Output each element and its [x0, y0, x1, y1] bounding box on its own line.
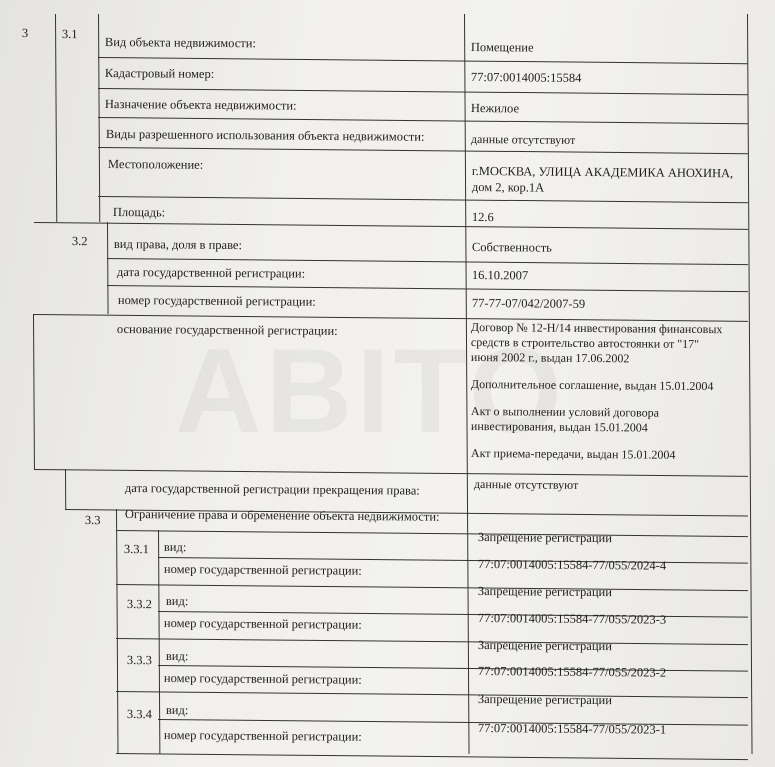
row-line: [98, 147, 748, 154]
row-line: [116, 638, 748, 645]
basis-line: инвестирования, выдан 15.01.2004: [470, 419, 648, 435]
restriction-kind-label: вид:: [165, 594, 189, 609]
row-line: [34, 469, 748, 477]
restriction-number-value: 77:07:0014005:15584-77/055/2023-1: [477, 721, 667, 737]
cadastral-value: 77:07:0014005:15584: [470, 70, 582, 85]
restriction-number-label: номер государственной регистрации:: [163, 728, 362, 744]
reg-date-value: 16.10.2007: [471, 268, 529, 283]
basis-line: Дополнительное соглашение, выдан 15.01.2004: [470, 377, 714, 394]
col-line: [55, 14, 57, 222]
restriction-number-value: 77:07:0014005:15584-77/055/2023-3: [477, 611, 667, 627]
col-line: [158, 530, 160, 754]
cadastral-label: Кадастровый номер:: [104, 66, 215, 81]
subsection-number: 3.1: [61, 27, 78, 42]
row-line: [98, 117, 748, 124]
row-line: [34, 222, 748, 230]
location-value-line1: г.МОСКВА, УЛИЦА АКАДЕМИКА АНОХИНА,: [471, 164, 734, 181]
restriction-number-label: номер государственной регистрации:: [163, 616, 362, 632]
basis-line: Акт приема-передачи, выдан 15.01.2004: [470, 446, 676, 462]
col-line: [116, 509, 118, 754]
basis-line: средств в строительство автостоянки от "17": [470, 335, 700, 351]
row-line: [116, 753, 748, 760]
subsection-number: 3.3.3: [126, 653, 152, 668]
restriction-number-value: 77:07:0014005:15584-77/055/2023-2: [477, 664, 667, 680]
section-number: 3: [21, 26, 29, 41]
restriction-kind-label: вид:: [163, 540, 187, 555]
object-type-label: Вид объекта недвижимости:: [104, 35, 257, 51]
row-line: [98, 196, 748, 203]
col-line: [65, 469, 66, 509]
reg-number-label: номер государственной регистрации:: [117, 293, 316, 309]
right-kind-label: вид права, доля в праве:: [113, 237, 243, 253]
termination-value: данные отсутствуют: [473, 477, 579, 492]
permitted-use-value: данные отсутствуют: [470, 132, 576, 147]
subsection-number: 3.3: [84, 513, 101, 528]
location-label: Местоположение:: [107, 157, 204, 172]
subsection-number: 3.3.1: [123, 542, 149, 557]
restriction-kind-value: Запрещение регистрации: [477, 692, 613, 708]
row-line: [107, 285, 748, 292]
row-line: [116, 584, 748, 591]
purpose-label: Назначение объекта недвижимости:: [104, 97, 297, 113]
permitted-use-label: Виды разрешенного использования объекта недвижимости:: [105, 127, 425, 144]
row-line: [116, 530, 748, 537]
row-line: [116, 691, 748, 698]
restrictions-title: Ограничение права и обременение объекта недвижимости:: [124, 507, 440, 524]
row-line: [98, 57, 748, 64]
reg-date-label: дата государственной регистрации:: [116, 265, 306, 281]
restriction-number-label: номер государственной регистрации:: [163, 671, 362, 687]
basis-line: июня 2002 г., выдан 17.06.2002: [470, 350, 630, 366]
basis-line: Акт о выполнении условий договора: [470, 404, 660, 420]
subsection-number: 3.3.4: [126, 707, 152, 722]
area-value: 12.6: [471, 210, 494, 225]
restriction-kind-value: Запрещение регистрации: [477, 638, 613, 654]
row-line: [107, 258, 748, 265]
subsection-number: 3.3.2: [126, 597, 152, 612]
row-line: [98, 88, 748, 95]
restriction-kind-label: вид:: [165, 703, 189, 718]
restriction-number-value: 77:07:0014005:15584-77/055/2024-4: [477, 557, 667, 573]
termination-label: дата государственной регистрации прекращения права:: [124, 481, 420, 498]
restriction-kind-value: Запрещение регистрации: [477, 584, 613, 600]
restriction-kind-label: вид:: [165, 649, 189, 664]
object-type-value: Помещение: [470, 40, 534, 55]
area-label: Площадь:: [112, 205, 166, 220]
purpose-value: Нежилое: [470, 101, 520, 116]
subsection-number: 3.2: [71, 234, 88, 249]
basis-line: Договор № 12-Н/14 инвестирования финансовых: [470, 320, 723, 337]
location-value-line2: дом 2, кор.1А: [471, 180, 545, 195]
right-kind-value: Собственность: [471, 240, 552, 255]
reg-number-value: 77-77-07/042/2007-59: [471, 296, 586, 311]
col-line: [107, 222, 109, 314]
col-line: [33, 314, 35, 469]
restriction-kind-value: Запрещение регистрации: [477, 530, 613, 546]
restriction-number-label: номер государственной регистрации:: [163, 562, 362, 578]
basis-label: основание государственной регистрации:: [116, 322, 338, 338]
col-line: [747, 14, 753, 754]
